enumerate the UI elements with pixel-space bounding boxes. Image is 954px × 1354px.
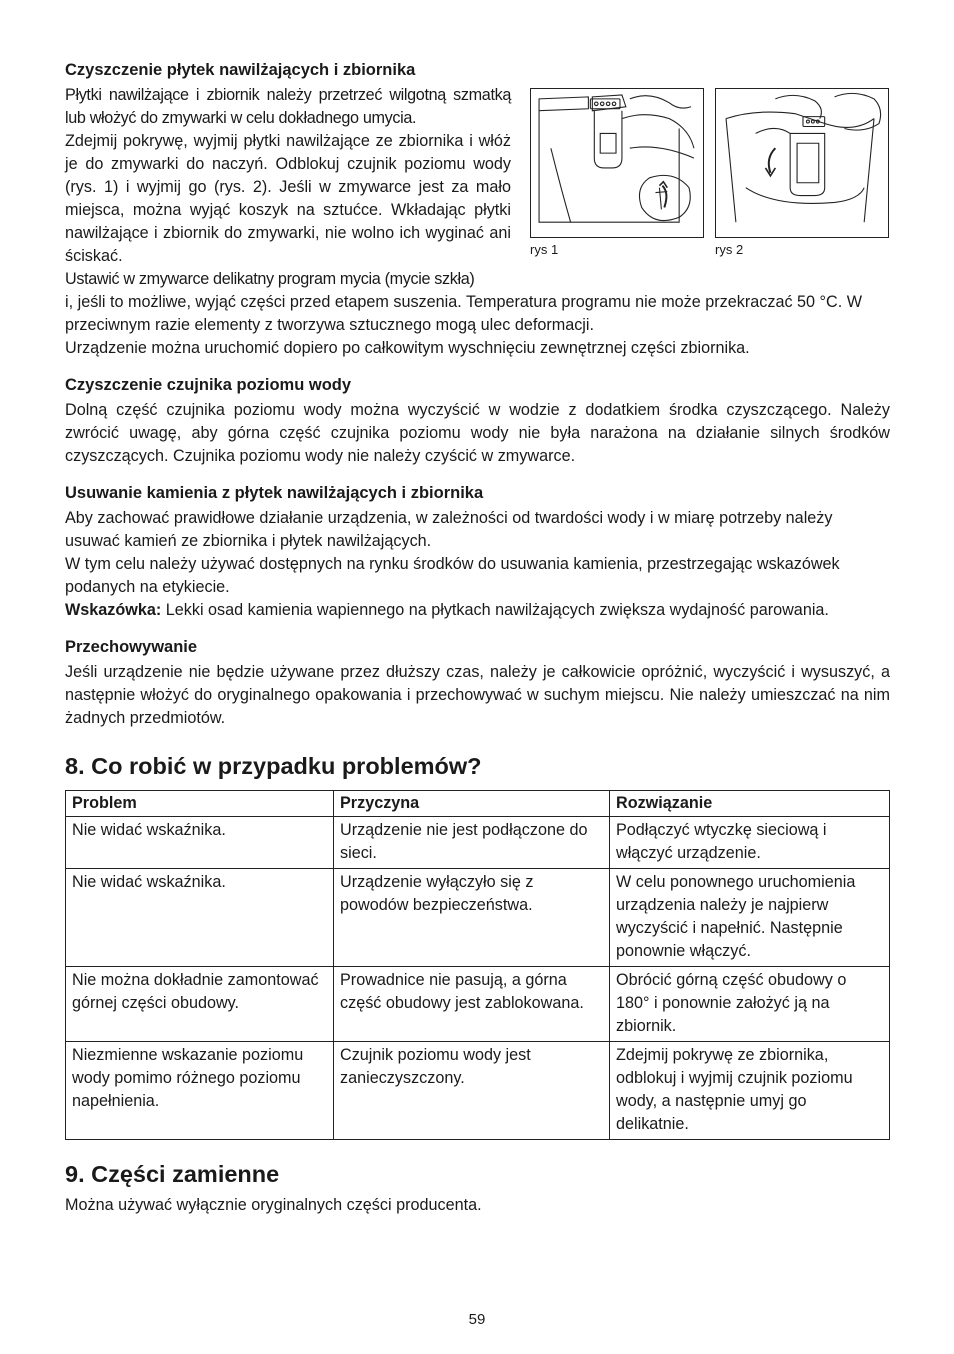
tip-paragraph bbox=[65, 599, 890, 622]
table-row bbox=[66, 817, 890, 869]
tip-text: Lekki osad kamienia wapiennego na płytkach nawilżających zwiększa wydajność parowania. bbox=[161, 601, 829, 619]
section-storage bbox=[65, 635, 890, 730]
paragraph: i, jeśli to możliwe, wyjąć części przed etapem suszenia. Temperatura programu nie może przekraczać 50 °C. W przeciwnym razie elementy z tworzywa sztucznego mogą ulec deformacji. bbox=[65, 293, 862, 334]
paragraph: W tym celu należy używać dostępnych na rynku środków do usuwania kamienia, przestrzegając wskazówek podanych na etykiecie. bbox=[65, 555, 840, 596]
cell-solution: Zdejmij pokrywę ze zbiornika, odblokuj i wyjmij czujnik poziomu wody, a następnie umyj go delikatnie. bbox=[610, 1042, 890, 1140]
cell-solution: Podłączyć wtyczkę sieciową i włączyć urządzenie. bbox=[610, 817, 890, 869]
cell-problem: Nie widać wskaźnika. bbox=[66, 817, 334, 869]
cell-problem: Nie widać wskaźnika. bbox=[66, 869, 334, 967]
paragraph: Płytki nawilżające i zbiornik należy przetrzeć wilgotną szmatką lub włożyć do zmywarki w celu dokładnego umycia. bbox=[65, 86, 511, 127]
section-heading: Usuwanie kamienia z płytek nawilżających i zbiornika bbox=[65, 484, 484, 502]
cell-problem: Nie można dokładnie zamontować górnej części obudowy. bbox=[66, 967, 334, 1042]
cell-cause: Urządzenie nie jest podłączone do sieci. bbox=[334, 817, 610, 869]
intro-text-column bbox=[65, 84, 511, 291]
section-descale bbox=[65, 481, 890, 622]
column-header-cause: Przyczyna bbox=[334, 791, 610, 817]
page-content bbox=[65, 58, 890, 1217]
section-heading: Czyszczenie czujnika poziomu wody bbox=[65, 376, 352, 394]
cell-cause: Prowadnice nie pasują, a górna część obudowy jest zablokowana. bbox=[334, 967, 610, 1042]
section-heading: Czyszczenie płytek nawilżających i zbiornika bbox=[65, 61, 416, 79]
column-header-problem: Problem bbox=[66, 791, 334, 817]
cell-solution: W celu ponownego uruchomienia urządzenia należy je najpierw wyczyścić i napełnić. Następnie ponownie włączyć. bbox=[610, 869, 890, 967]
cell-solution: Obrócić górną część obudowy o 180° i ponownie założyć ją na zbiornik. bbox=[610, 967, 890, 1042]
table-row bbox=[66, 869, 890, 967]
figure-2-illustration bbox=[715, 88, 889, 238]
paragraph: Aby zachować prawidłowe działanie urządzenia, w zależności od twardości wody i w miarę potrzeby należy usuwać kamień ze zbiornika i płytek nawilżających. bbox=[65, 509, 833, 550]
paragraph: Zdejmij pokrywę, wyjmij płytki nawilżające ze zbiornika i włóż je do zmywarki do naczyń. Odblokuj czujnik poziomu wody (rys. 1) i wyjmij go (rys. 2). Jeśli w zmywarce jest za mało miejsca, można wyjąć koszyk na sztućce. Wkładając płytki nawilżające i zbiornik do zmywarki, nie wolno ich wyginać ani ściskać. bbox=[65, 132, 511, 265]
figures bbox=[530, 88, 890, 263]
cell-cause: Urządzenie wyłączyło się z powodów bezpieczeństwa. bbox=[334, 869, 610, 967]
section-cleaning-plates bbox=[65, 58, 890, 360]
troubleshooting-heading: 8. Co robić w przypadku problemów? bbox=[65, 753, 482, 779]
figure-2-drawing bbox=[716, 89, 888, 237]
spare-parts-heading: 9. Części zamienne bbox=[65, 1161, 280, 1187]
table-row bbox=[66, 1042, 890, 1140]
figure-1-drawing bbox=[531, 89, 703, 237]
table-header-row bbox=[66, 791, 890, 817]
section-heading: Przechowywanie bbox=[65, 638, 198, 656]
table-row bbox=[66, 967, 890, 1042]
paragraph: Jeśli urządzenie nie będzie używane przez dłuższy czas, należy je całkowicie opróżnić, wyczyścić i wysuszyć, a następnie włożyć do oryginalnego opakowania i przechowywać w suchym miejscu. Nie należy umieszczać na nim żadnych przedmiotów. bbox=[65, 663, 890, 727]
cell-cause: Czujnik poziomu wody jest zanieczyszczony. bbox=[334, 1042, 610, 1140]
column-header-solution: Rozwiązanie bbox=[610, 791, 890, 817]
paragraph: Można używać wyłącznie oryginalnych części producenta. bbox=[65, 1196, 482, 1214]
page-number: 59 bbox=[468, 1311, 486, 1328]
section-sensor bbox=[65, 373, 890, 468]
figure-1-caption: rys 1 bbox=[530, 242, 559, 257]
figure-2-caption: rys 2 bbox=[715, 242, 744, 257]
paragraph: Ustawić w zmywarce delikatny program mycia (mycie szkła) bbox=[65, 270, 475, 288]
cell-problem: Niezmienne wskazanie poziomu wody pomimo różnego poziomu napełnienia. bbox=[66, 1042, 334, 1140]
troubleshooting-table bbox=[65, 790, 890, 1140]
paragraph: Dolną część czujnika poziomu wody można wyczyścić w wodzie z dodatkiem środka czyszczącego. Należy zwrócić uwagę, aby górna część czujnika poziomu wody nie była narażona na działanie silnych środków czyszczących. Czujnika poziomu wody nie należy czyścić w zmywarce. bbox=[65, 401, 890, 465]
paragraph: Urządzenie można uruchomić dopiero po całkowitym wyschnięciu zewnętrznej części zbiornika. bbox=[65, 339, 750, 357]
tip-label: Wskazówka: bbox=[65, 601, 162, 619]
figure-1-illustration bbox=[530, 88, 704, 238]
